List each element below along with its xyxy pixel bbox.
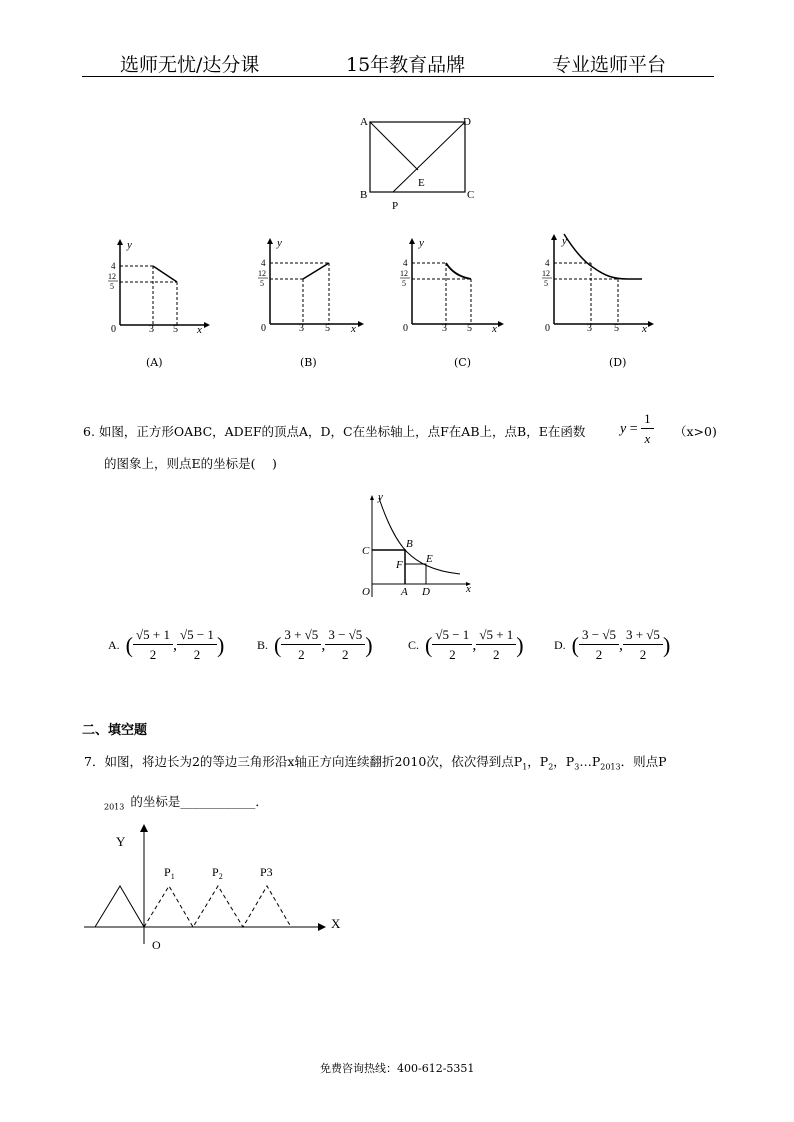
svg-text:4: 4 (111, 261, 116, 271)
svg-text:x: x (492, 323, 497, 335)
q6-option-d: D. ( $\frac{3 - √5}{2}$ , $\frac{3 + √5}{2}$ ) (554, 627, 671, 662)
svg-text:0: 0 (111, 324, 116, 335)
q5-caption-c: (C) (454, 356, 471, 369)
svg-text:D: D (422, 586, 430, 598)
svg-text:3: 3 (149, 324, 154, 335)
q6-option-c: C. ( $\frac{√5 - 1}{2}$ , $\frac{√5 + 1}{2}$ ) (408, 627, 524, 662)
q7-text-line2: $_{2013}$ 的坐标是____________． (104, 794, 268, 812)
q5-graph-c (392, 232, 507, 340)
svg-text:y: y (378, 492, 383, 503)
svg-text:5: 5 (402, 279, 406, 288)
rect-label-b: B (360, 189, 368, 201)
svg-text:5: 5 (614, 323, 619, 334)
svg-text:3: 3 (587, 323, 592, 334)
section-title: 二、填空题 (82, 723, 148, 738)
q6-domain: （x>0) (674, 424, 717, 439)
svg-text:0: 0 (545, 323, 550, 334)
svg-text:P3: P3 (260, 865, 273, 879)
q5-caption-d: (D) (609, 356, 627, 369)
svg-text:X: X (331, 916, 341, 931)
svg-text:4: 4 (545, 258, 550, 268)
q5-caption-b: (B) (300, 356, 317, 369)
q5-graph-a (100, 235, 210, 340)
rect-label-c: C (467, 189, 475, 201)
q5-graph-d (534, 228, 659, 340)
svg-text:O: O (362, 586, 370, 598)
svg-text:x: x (351, 323, 356, 335)
svg-text:x: x (466, 583, 471, 595)
svg-text:12: 12 (400, 269, 408, 278)
svg-text:C: C (362, 545, 370, 557)
q7-answer-blank[interactable]: ____________ (180, 794, 256, 809)
header-left-text: 选师无忧/达分课 (120, 54, 260, 76)
svg-text:x: x (642, 323, 647, 335)
footer-hotline: 免费咨询热线：400-612-5351 (320, 1062, 475, 1075)
svg-text:B: B (406, 538, 413, 550)
q6-text-line2: 的图象上，则点E的坐标是( ) (104, 456, 277, 471)
rect-label-d: D (463, 116, 471, 128)
svg-text:5: 5 (260, 279, 264, 288)
svg-text:12: 12 (542, 269, 550, 278)
svg-text:E: E (426, 553, 433, 565)
q6-option-a: A. ( $\frac{√5 + 1}{2}$ , $\frac{√5 - 1}{2}$ ) (108, 627, 225, 662)
q7-figure (80, 822, 350, 957)
svg-text:y: y (127, 239, 132, 251)
svg-text:3: 3 (442, 323, 447, 334)
header-right-text: 专业选师平台 (552, 54, 667, 76)
svg-text:5: 5 (325, 323, 330, 334)
svg-text:y: y (277, 237, 282, 249)
svg-text:O: O (152, 938, 161, 952)
svg-text:5: 5 (467, 323, 472, 334)
svg-text:P2: $P_2$ (212, 865, 223, 881)
svg-text:A: A (401, 586, 408, 598)
svg-text:y: y (419, 237, 424, 249)
svg-text:12: 12 (258, 269, 266, 278)
q6-text-part1: 6. 如图，正方形OABC，ADEF的顶点A，D，C在坐标轴上，点F在AB上，点B，E在函数 (83, 424, 586, 439)
svg-text:3: 3 (299, 323, 304, 334)
q6-function: y = $\frac{1}{x}$ (620, 410, 654, 449)
svg-text:0: 0 (261, 323, 266, 334)
q5-graph-b (250, 232, 365, 340)
svg-text:4: 4 (403, 258, 408, 268)
svg-text:0: 0 (403, 323, 408, 334)
q5-caption-a: (A) (146, 356, 163, 369)
svg-text:P1: $P_1$ (164, 865, 175, 881)
svg-text:Y: Y (116, 834, 126, 849)
svg-text:5: 5 (544, 279, 548, 288)
rect-label-p: P (392, 200, 399, 212)
q7-text-line1: 7．如图，将边长为2的等边三角形沿x轴正方向连续翻折2010次，依次得到点$P_1$，$P_2$，$P_3\dots P_{2013}$．则点P (84, 754, 667, 772)
q6-option-b: B. ( $\frac{3 + √5}{2}$ , $\frac{3 - √5}{2}$ ) (257, 627, 373, 662)
svg-text:5: 5 (173, 324, 178, 335)
page-header (82, 46, 714, 77)
svg-text:4: 4 (261, 258, 266, 268)
rect-label-e: E (418, 177, 425, 189)
svg-text:y: y (562, 235, 567, 247)
rect-label-a: A (360, 116, 368, 128)
q6-figure (352, 492, 477, 602)
q5-rectangle-figure (355, 112, 485, 212)
svg-text:x: x (197, 324, 202, 336)
svg-text:5: 5 (110, 282, 114, 291)
header-middle-text: 15年教育品牌 (346, 54, 466, 76)
svg-text:12: 12 (108, 272, 116, 281)
svg-text:F: F (396, 559, 403, 571)
q6-text-line1 (83, 422, 585, 440)
